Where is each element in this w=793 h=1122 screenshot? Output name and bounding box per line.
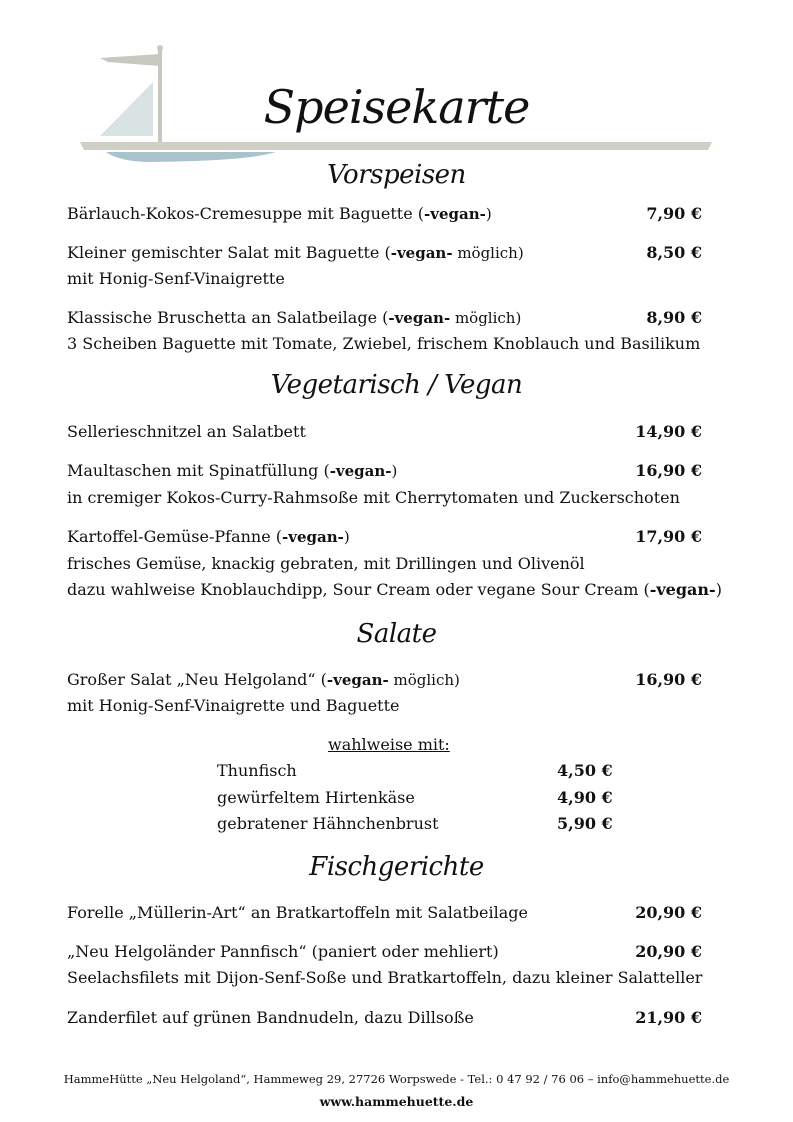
option-name: gebratener Hähnchenbrust bbox=[217, 814, 439, 833]
menu-item-name: Forelle „Müllerin-Art“ an Bratkartoffeln mit Salatbeilage bbox=[67, 903, 528, 922]
menu-item-price: 7,90 € bbox=[646, 204, 702, 223]
menu-item-price: 14,90 € bbox=[635, 422, 702, 441]
menu-item-name: Klassische Bruschetta an Salatbeilage (-vegan- möglich) bbox=[67, 308, 522, 327]
menu-item-description: Seelachsfilets mit Dijon-Senf-Soße und Bratkartoffeln, dazu kleiner Salatteller bbox=[67, 968, 703, 987]
menu-item-price: 20,90 € bbox=[635, 903, 702, 922]
section-title-fischgerichte: Fischgerichte bbox=[309, 852, 484, 882]
menu-title: Speisekarte bbox=[263, 80, 530, 134]
menu-item-description: 3 Scheiben Baguette mit Tomate, Zwiebel, frischem Knoblauch und Basilikum bbox=[67, 334, 701, 353]
menu-item-name: Kartoffel-Gemüse-Pfanne (-vegan-) bbox=[67, 527, 350, 546]
menu-item-price: 8,50 € bbox=[646, 243, 702, 262]
menu-item-price: 8,90 € bbox=[646, 308, 702, 327]
menu-item-price: 17,90 € bbox=[635, 527, 702, 546]
menu-item-name: Kleiner gemischter Salat mit Baguette (-vegan- möglich) bbox=[67, 243, 524, 262]
menu-item-price: 20,90 € bbox=[635, 942, 702, 961]
menu-item-price: 21,90 € bbox=[635, 1008, 702, 1027]
option-name: gewürfeltem Hirtenkäse bbox=[217, 788, 415, 807]
footer-website: www.hammehuette.de bbox=[319, 1094, 474, 1109]
menu-item-name: Sellerieschnitzel an Salatbett bbox=[67, 422, 306, 441]
menu-item-name: Bärlauch-Kokos-Cremesuppe mit Baguette (-vegan-) bbox=[67, 204, 492, 223]
option-price: 5,90 € bbox=[557, 814, 613, 833]
menu-item-name: Maultaschen mit Spinatfüllung (-vegan-) bbox=[67, 461, 398, 480]
menu-item-description: frisches Gemüse, knackig gebraten, mit Drillingen und Olivenöl bbox=[67, 554, 585, 573]
menu-item-description: mit Honig-Senf-Vinaigrette und Baguette bbox=[67, 696, 400, 715]
menu-item-name: Großer Salat „Neu Helgoland“ (-vegan- möglich) bbox=[67, 670, 460, 689]
menu-item-description: dazu wahlweise Knoblauchdipp, Sour Cream oder vegane Sour Cream (-vegan-) bbox=[67, 580, 722, 599]
menu-item-name: „Neu Helgoländer Pannfisch“ (paniert oder mehliert) bbox=[67, 942, 499, 961]
option-price: 4,50 € bbox=[557, 761, 613, 780]
menu-item-price: 16,90 € bbox=[635, 461, 702, 480]
footer-address: HammeHütte „Neu Helgoland“, Hammeweg 29, 27726 Worpswede - Tel.: 0 47 92 / 76 06 – info@hammehuette.de bbox=[63, 1072, 730, 1086]
options-label: wahlweise mit: bbox=[328, 735, 450, 754]
section-title-vegetarisch: Vegetarisch / Vegan bbox=[270, 370, 523, 400]
option-price: 4,90 € bbox=[557, 788, 613, 807]
section-title-vorspeisen: Vorspeisen bbox=[327, 160, 466, 190]
menu-item-name: Zanderfilet auf grünen Bandnudeln, dazu Dillsoße bbox=[67, 1008, 474, 1027]
menu-item-price: 16,90 € bbox=[635, 670, 702, 689]
menu-item-description: in cremiger Kokos-Curry-Rahmsoße mit Cherrytomaten und Zuckerschoten bbox=[67, 488, 680, 507]
section-title-salate: Salate bbox=[356, 619, 437, 649]
menu-item-description: mit Honig-Senf-Vinaigrette bbox=[67, 269, 285, 288]
option-name: Thunfisch bbox=[217, 761, 297, 780]
